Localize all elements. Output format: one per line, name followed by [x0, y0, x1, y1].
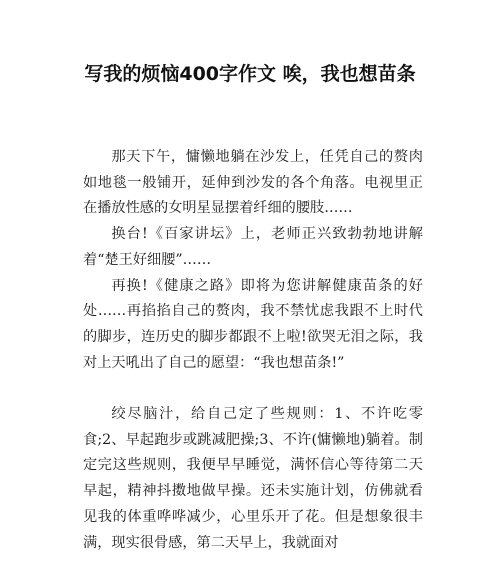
document-title: 写我的烦恼400字作文 唉，我也想苗条 [84, 63, 416, 85]
article-body [83, 145, 423, 556]
paragraph: 换台!《百家讲坛》上，老师正兴致勃勃地讲解着“楚王好细腰”…… [83, 226, 423, 268]
paragraph: 那天下午，慵懒地躺在沙发上，任凭自己的赘肉如地毯一般铺开，延伸到沙发的各个角落。电视里正在播放性感的女明星显摆着纤细的腰肢…… [83, 149, 423, 217]
paragraph: 再换!《健康之路》即将为您讲解健康苗条的好处……再掐掐自己的赘肉，我不禁忧虑我跟不上时代的脚步，连历史的脚步都跟不上啦!欲哭无泪之际，我对上天吼出了自己的愿望：“我也想苗条!” [83, 277, 423, 371]
paragraph: 绞尽脑汁，给自己定了些规则：1、不许吃零食;2、早起跑步或跳减肥操;3、不许(慵懒地)躺着。制定完这些规则，我便早早睡觉，满怀信心等待第二天早起，精神抖擞地做早操。还未实施计划，仿佛就看见我的体重哗哗减少，心里乐开了花。但是想象很丰满，现实很骨感，第二天早上，我就面对 [83, 406, 423, 551]
